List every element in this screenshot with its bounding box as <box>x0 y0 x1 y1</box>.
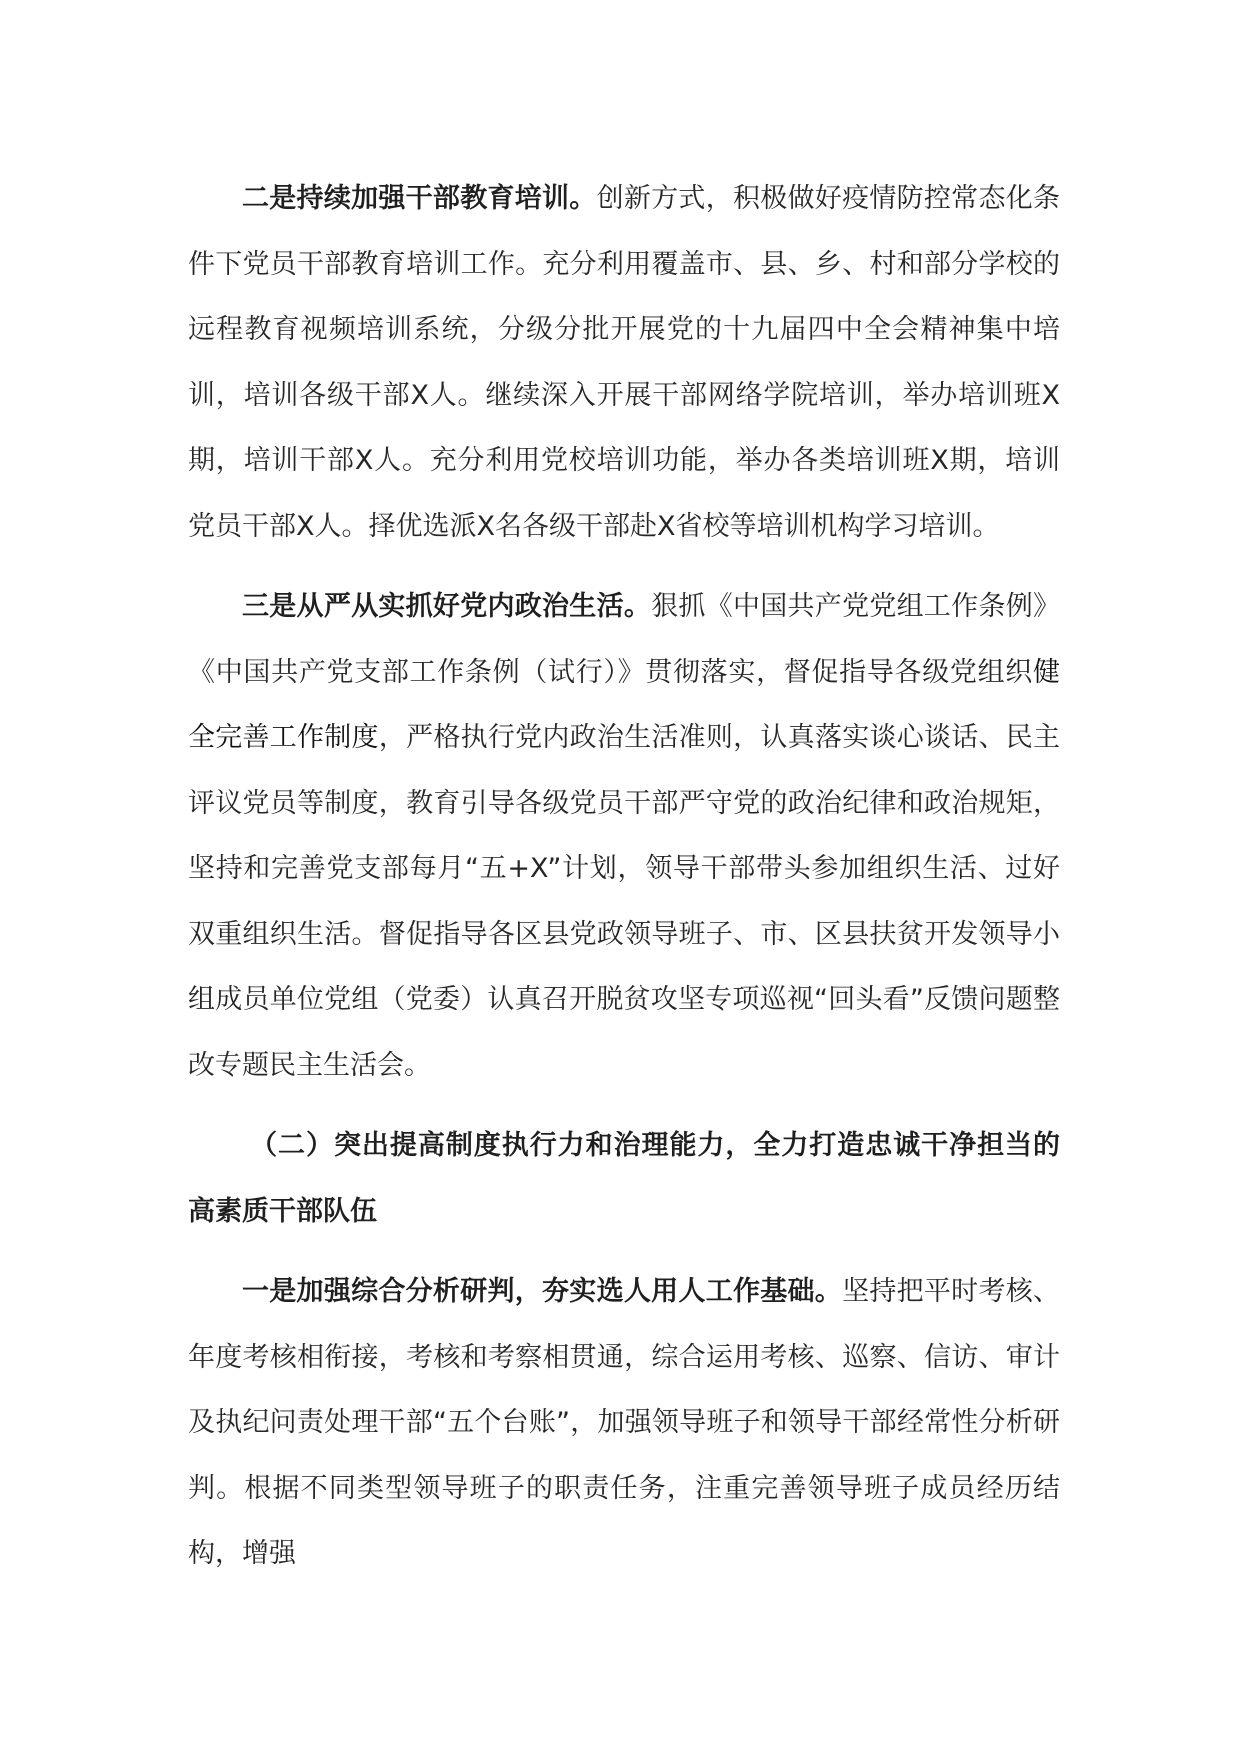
paragraph-lead: 二是持续加强干部教育培训。 <box>242 183 597 214</box>
document-page <box>188 166 1060 1602</box>
paragraph-body-continued: ，严格执行党内政治生活准则，认真落实谈心谈话、民主评议党员等制度，教育引导各级党员干部严守党的政治纪律和政治规矩，坚持和完善党支部每月“五+X”计划，领导干部带头参加组织生活、过好双重组织生活。督促指导各区县党政领导班子、市、区县扶贫开发领导小组成员单位党组（党委）认真召开脱贫攻坚专项巡视“回头看”反馈问题整改专题民主生活会。 <box>188 722 1061 1081</box>
section-heading: （二）突出提高制度执行力和治理能力，全力打造忠诚干净担当的高素质干部队伍 <box>188 1130 1060 1227</box>
paragraph-party-political-life <box>188 574 1060 1098</box>
paragraph-comprehensive-analysis <box>188 1259 1060 1587</box>
paragraph-body: 狠抓《中国共产党党组工作条例》《中国共产党支部工作条例（试行）》贯彻落实，督促指导各级党组织 <box>188 591 1061 688</box>
paragraph-lead: 一是加强综合分析研判，夯实选人用人工作基础。 <box>242 1276 843 1307</box>
paragraph-body: 坚持把平时考核、年度考核相衔接，考核和考察相贯通，综合运用考核、巡察、信访、审计及执纪问责处理干部“五个台账”，加强领导班子和领导干部经常性分析研判。根据不同类型领导班子的职责任务，注重完善领导班子成员经历结构，增强 <box>188 1276 1061 1569</box>
paragraph-emphasis: 健全完善工作制度 <box>188 656 1060 753</box>
paragraph-lead: 三是从严从实抓好党内政治生活。 <box>242 591 652 622</box>
paragraph-body: 创新方式，积极做好疫情防控常态化条件下党员干部教育培训工作。充分利用覆盖市、县、乡、村和部分学校的远程教育视频培训系统，分级分批开展党的十九届四中全会精神集中培训，培训各级干部X人。继续深入开展干部网络学院培训，举办培训班X期，培训干部X人。充分利用党校培训功能，举办各类培训班X期，培训党员干部X人。择优选派X名各级干部赴X省校等培训机构学习培训。 <box>188 183 1061 542</box>
paragraph-cadre-training <box>188 166 1060 559</box>
